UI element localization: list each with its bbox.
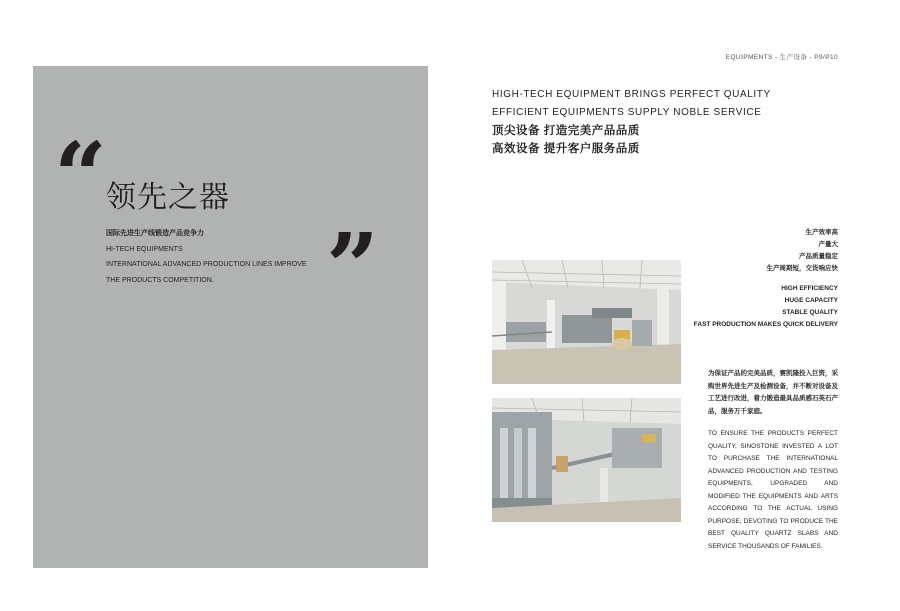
- page-label: EQUIPMENTS - 生产设备 - P9/P10: [725, 54, 838, 61]
- headline-zh-2: 高效设备 提升客户服务品质: [492, 143, 640, 155]
- headline-en-1: HIGH-TECH EQUIPMENT BRINGS PERFECT QUALITY: [492, 89, 771, 100]
- open-quote-mark: “: [54, 122, 107, 230]
- panel-title: 领先之器: [106, 181, 230, 214]
- close-quote-mark: ”: [326, 213, 379, 321]
- feature-zh-4: 生产周期短，交货响应快: [766, 265, 838, 272]
- feature-en-2: HUGE CAPACITY: [784, 297, 838, 304]
- feature-en-4: FAST PRODUCTION MAKES QUICK DELIVERY: [693, 321, 838, 328]
- headline-block: [492, 86, 771, 158]
- panel-line-hitech: HI-TECH EQUIPMENTS: [106, 245, 183, 253]
- body-text-zh: 为保证产品的完美品质，赛凯隆投入巨资，采购世界先进生产及检测设备，并不断对设备及工艺进行改进，着力锻造最具品质感石英石产品，服务万千家庭。: [708, 370, 838, 415]
- factory-photo-2: [492, 398, 681, 522]
- feature-zh-2: 产量大: [818, 241, 838, 248]
- panel-line-competition: THE PRODUCTS COMPETITION.: [106, 276, 214, 284]
- feature-zh-3: 产品质量稳定: [799, 253, 838, 260]
- feature-en-1: HIGH EFFICIENCY: [781, 285, 838, 292]
- feature-gap: [694, 275, 838, 283]
- panel-line-zh: 国际先进生产线锻造产品竞争力: [106, 230, 204, 237]
- features-list: [694, 227, 838, 331]
- headline-en-2: EFFICIENT EQUIPMENTS SUPPLY NOBLE SERVICE: [492, 107, 762, 118]
- feature-en-3: STABLE QUALITY: [782, 309, 838, 316]
- panel-line-international: INTERNATIONAL ADVANCED PRODUCTION LINES IMPROVE: [106, 261, 307, 268]
- body-text-en: TO ENSURE THE PRODUCTS PERFECT QUALITY, SINOSTONE INVESTED A LOT TO PURCHASE THE INTERNATIONAL ADVANCED PRODUCTION AND TESTING EQUIPMENTS, UPGRADED AND MODIFIED THE EQUIPMENTS AND ARTS ACCORDING TO THE ACTUAL USING PURPOSE, DEVOTING TO PRODUCE THE BEST QUALITY QUARTZ SLABS AND SERVICE THOUSANDS OF FAMILIES.: [708, 430, 838, 550]
- feature-zh-1: 生产效率高: [805, 229, 838, 236]
- panel-subtitle-block: [106, 226, 307, 288]
- headline-zh-1: 顶尖设备 打造完美产品品质: [492, 125, 640, 137]
- factory-photo-1: [492, 260, 681, 384]
